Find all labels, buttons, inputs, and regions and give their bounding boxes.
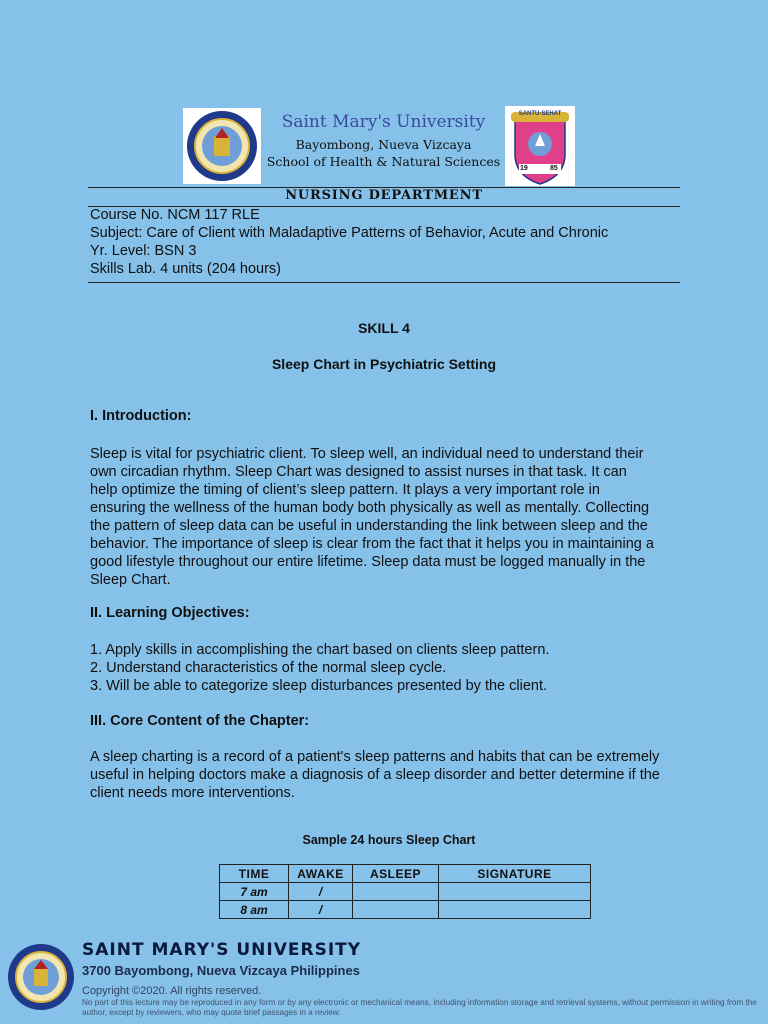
university-location: Bayombong, Nueva Vizcaya <box>295 137 472 152</box>
university-name: Saint Mary's University <box>281 112 486 132</box>
introduction-heading: I. Introduction: <box>90 408 192 424</box>
school-name: School of Health & Natural Sciences <box>266 154 501 169</box>
crest-banner-text: SANTU-SEHAT <box>518 111 562 117</box>
objectives-list <box>90 641 678 695</box>
cell-time: 7 am <box>220 883 289 901</box>
skill-title: Sleep Chart in Psychiatric Setting <box>271 356 497 372</box>
core-line: useful in helping doctors make a diagnosis of a sleep disorder and better determine if the <box>90 767 660 783</box>
intro-line: behavior. The importance of sleep is clear from the fact that it helps you in maintaining a <box>90 536 654 552</box>
crest-year-left: 19 <box>520 165 528 172</box>
intro-line: Sleep Chart. <box>90 572 171 588</box>
table-row <box>220 883 591 901</box>
core-content-paragraph <box>90 748 678 802</box>
column-header-asleep: ASLEEP <box>353 865 439 883</box>
intro-line: ensuring the wellness of the human body both physically as well as mentally. Collecting <box>90 500 650 516</box>
core-line: client needs more interventions. <box>90 785 295 801</box>
footer-address: 3700 Bayombong, Nueva Vizcaya Philippines <box>82 963 360 978</box>
course-info <box>90 206 690 278</box>
nursing-crest-right <box>505 106 575 186</box>
intro-line: help optimize the timing of client’s sleep pattern. It plays a very important role in <box>90 482 600 498</box>
column-header-signature: SIGNATURE <box>439 865 591 883</box>
core-content-heading: III. Core Content of the Chapter: <box>90 713 310 729</box>
cell-signature <box>439 901 591 919</box>
footer-copyright: Copyright ©2020. All rights reserved. <box>82 985 262 997</box>
column-header-awake: AWAKE <box>289 865 353 883</box>
objective-item: 3. Will be able to categorize sleep disturbances presented by the client. <box>90 678 548 694</box>
objective-item: 2. Understand characteristics of the normal sleep cycle. <box>90 660 447 676</box>
cell-awake: / <box>289 883 353 901</box>
department-title: NURSING DEPARTMENT <box>285 188 483 203</box>
course-subject: Subject: Care of Client with Maladaptive Patterns of Behavior, Acute and Chronic <box>90 225 609 241</box>
sleep-chart-caption: Sample 24 hours Sleep Chart <box>302 833 476 847</box>
cell-time: 8 am <box>220 901 289 919</box>
footer-university-seal <box>6 942 76 1012</box>
intro-line: good lifestyle throughout our entire lifetime. Sleep data must be logged manually in the <box>90 554 646 570</box>
objective-item: 1. Apply skills in accomplishing the chart based on clients sleep pattern. <box>90 642 550 658</box>
year-level: Yr. Level: BSN 3 <box>90 243 197 259</box>
header-bottom-rule <box>88 282 680 283</box>
crest-year-right: 85 <box>550 165 558 172</box>
objectives-heading: II. Learning Objectives: <box>90 605 250 621</box>
footer-notice: No part of this lecture may be reproduced in any form or by any electronic or mechanical means, including information storage and retrieval systems, without permission in writing from the author, except by reviewers, who may quote brief passages in a review. <box>82 998 757 1017</box>
sleep-chart-table <box>219 864 591 919</box>
table-row <box>220 901 591 919</box>
intro-line: the pattern of sleep data can be useful in understanding the link between sleep and the <box>90 518 648 534</box>
cell-signature <box>439 883 591 901</box>
column-header-time: TIME <box>220 865 289 883</box>
skills-lab-units: Skills Lab. 4 units (204 hours) <box>90 261 282 277</box>
cell-asleep <box>353 901 439 919</box>
intro-line: Sleep is vital for psychiatric client. To sleep well, an individual need to understand their <box>90 446 644 462</box>
table-header-row <box>220 865 591 883</box>
skill-number: SKILL 4 <box>358 320 410 336</box>
university-seal-left <box>183 108 261 184</box>
intro-line: own circadian rhythm. Sleep Chart was designed to assist nurses in that task. It can <box>90 464 627 480</box>
cell-awake: / <box>289 901 353 919</box>
cell-asleep <box>353 883 439 901</box>
core-line: A sleep charting is a record of a patient's sleep patterns and habits that can be extremely <box>90 749 660 765</box>
footer-university-name: SAINT MARY'S UNIVERSITY <box>82 940 362 960</box>
course-number: Course No. NCM 117 RLE <box>90 207 260 223</box>
introduction-paragraph <box>90 445 678 589</box>
